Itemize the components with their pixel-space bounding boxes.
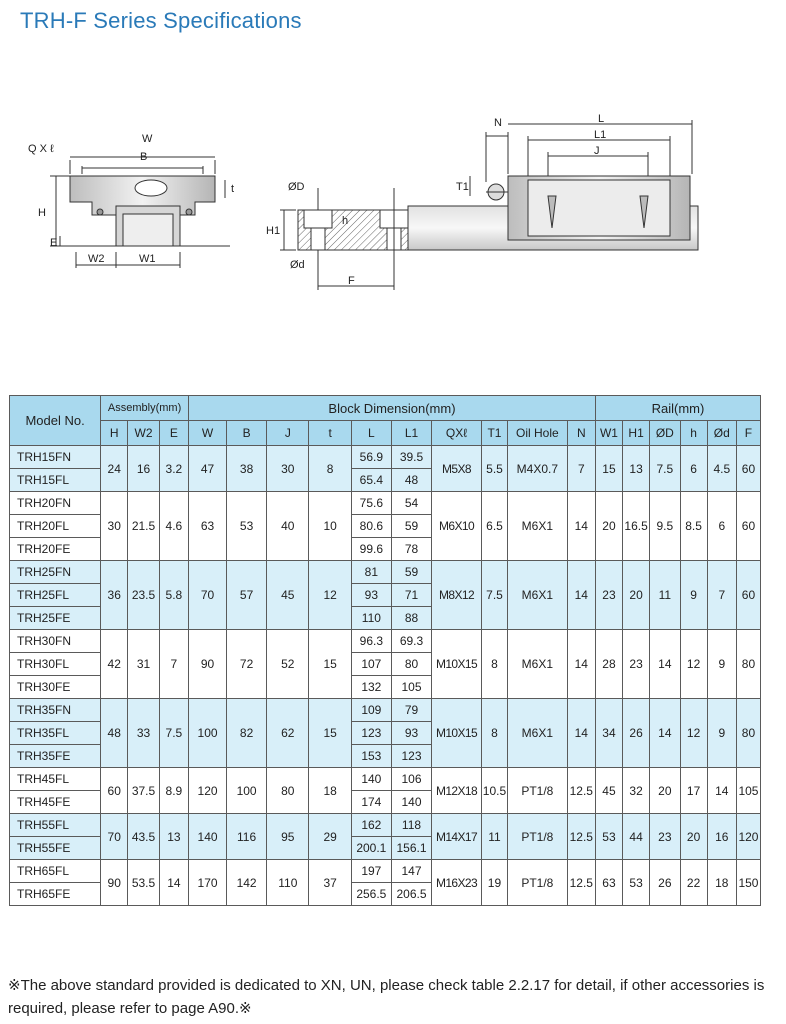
cell-d: 18 [707, 860, 736, 906]
specifications-table [9, 395, 761, 906]
model-cell: TRH35FL [10, 722, 101, 745]
cell-h: 6 [680, 446, 707, 492]
cell-E: 4.6 [159, 492, 188, 561]
cell-H1: 23 [623, 630, 650, 699]
cell-L: 140 [351, 768, 391, 791]
model-cell: TRH30FN [10, 630, 101, 653]
cell-L: 123 [351, 722, 391, 745]
cell-W1: 63 [595, 860, 622, 906]
label-d: Ød [290, 259, 305, 271]
column-header: W2 [128, 421, 159, 446]
cell-W2: 23.5 [128, 561, 159, 630]
model-cell: TRH20FE [10, 538, 101, 561]
cell-H: 48 [101, 699, 128, 768]
cell-H: 60 [101, 768, 128, 814]
cell-N: 12.5 [567, 860, 595, 906]
column-header: t [309, 421, 351, 446]
cell-t: 29 [309, 814, 351, 860]
cell-D: 11 [650, 561, 680, 630]
column-header: QXℓ [432, 421, 482, 446]
cell-H: 70 [101, 814, 128, 860]
label-W: W [142, 133, 153, 145]
label-t: t [231, 183, 235, 195]
cell-L1: 206.5 [391, 883, 431, 906]
col-group-assembly: Assembly(mm) [101, 396, 189, 421]
cell-L: 110 [351, 607, 391, 630]
table-row [10, 630, 761, 653]
model-cell: TRH20FN [10, 492, 101, 515]
cell-W1: 53 [595, 814, 622, 860]
cell-L1: 54 [391, 492, 431, 515]
cell-L: 96.3 [351, 630, 391, 653]
cell-L: 56.9 [351, 446, 391, 469]
label-W2: W2 [88, 253, 105, 265]
cell-F: 60 [736, 561, 760, 630]
cell-L1: 39.5 [391, 446, 431, 469]
model-cell: TRH25FE [10, 607, 101, 630]
table-row [10, 699, 761, 722]
block-and-rail-drawing [0, 110, 786, 300]
column-header: Oil Hole [508, 421, 568, 446]
page-title: TRH-F Series Specifications [20, 8, 302, 33]
cell-N: 12.5 [567, 814, 595, 860]
table-row [10, 768, 761, 791]
cell-W1: 20 [595, 492, 622, 561]
cell-d: 16 [707, 814, 736, 860]
cell-t: 12 [309, 561, 351, 630]
cell-d: 14 [707, 768, 736, 814]
cell-QXl: M16X23 [432, 860, 482, 906]
cell-L1: 69.3 [391, 630, 431, 653]
cell-d: 9 [707, 630, 736, 699]
cell-H1: 32 [623, 768, 650, 814]
cell-L: 81 [351, 561, 391, 584]
label-H1: H1 [266, 225, 281, 237]
cell-N: 14 [567, 699, 595, 768]
cell-L: 153 [351, 745, 391, 768]
col-group-block: Block Dimension(mm) [189, 396, 596, 421]
label-T1: T1 [456, 181, 469, 193]
cell-N: 14 [567, 630, 595, 699]
cell-W2: 16 [128, 446, 159, 492]
cell-D: 23 [650, 814, 680, 860]
cell-L: 174 [351, 791, 391, 814]
cell-QXl: M12X18 [432, 768, 482, 814]
cell-J: 110 [267, 860, 309, 906]
cell-L: 65.4 [351, 469, 391, 492]
model-cell: TRH25FL [10, 584, 101, 607]
cell-oil: M4X0.7 [508, 446, 568, 492]
table-body [10, 446, 761, 906]
model-cell: TRH30FL [10, 653, 101, 676]
column-header: T1 [481, 421, 507, 446]
cell-oil: PT1/8 [508, 860, 568, 906]
table-row [10, 860, 761, 883]
table-row [10, 561, 761, 584]
cell-F: 60 [736, 446, 760, 492]
cell-W2: 53.5 [128, 860, 159, 906]
cell-L1: 140 [391, 791, 431, 814]
cell-W2: 21.5 [128, 492, 159, 561]
cell-d: 4.5 [707, 446, 736, 492]
label-B: B [140, 151, 148, 163]
cell-J: 45 [267, 561, 309, 630]
column-header: W [189, 421, 227, 446]
cell-L1: 80 [391, 653, 431, 676]
cell-W2: 37.5 [128, 768, 159, 814]
model-cell: TRH15FN [10, 446, 101, 469]
col-group-rail: Rail(mm) [595, 396, 760, 421]
cell-d: 7 [707, 561, 736, 630]
cell-F: 60 [736, 492, 760, 561]
cell-QXl: M10X15 [432, 630, 482, 699]
cell-B: 38 [227, 446, 267, 492]
cell-W: 170 [189, 860, 227, 906]
cell-H: 24 [101, 446, 128, 492]
cell-W: 47 [189, 446, 227, 492]
cell-L: 256.5 [351, 883, 391, 906]
cell-d: 6 [707, 492, 736, 561]
cell-T1: 19 [481, 860, 507, 906]
cell-L1: 79 [391, 699, 431, 722]
cell-L: 99.6 [351, 538, 391, 561]
cell-oil: M6X1 [508, 492, 568, 561]
cell-D: 26 [650, 860, 680, 906]
cell-E: 7 [159, 630, 188, 699]
column-header: E [159, 421, 188, 446]
column-header: L1 [391, 421, 431, 446]
footnote: ※The above standard provided is dedicated to XN, UN, please check table 2.2.17 for detail, if other accessories is required, please refer to page A90.※ [8, 977, 765, 1017]
cell-h: 12 [680, 699, 707, 768]
cell-F: 150 [736, 860, 760, 906]
front-view [50, 157, 230, 268]
col-model: Model No. [10, 396, 101, 446]
cell-W1: 15 [595, 446, 622, 492]
cell-L1: 48 [391, 469, 431, 492]
cell-D: 9.5 [650, 492, 680, 561]
cell-QXl: M14X17 [432, 814, 482, 860]
model-cell: TRH15FL [10, 469, 101, 492]
label-N: N [494, 117, 502, 129]
cell-H1: 53 [623, 860, 650, 906]
cell-B: 53 [227, 492, 267, 561]
cell-E: 5.8 [159, 561, 188, 630]
cell-oil: M6X1 [508, 699, 568, 768]
cell-L: 162 [351, 814, 391, 837]
cell-D: 14 [650, 630, 680, 699]
cell-L1: 71 [391, 584, 431, 607]
cell-W: 90 [189, 630, 227, 699]
cell-E: 7.5 [159, 699, 188, 768]
cell-W: 100 [189, 699, 227, 768]
label-L1: L1 [594, 129, 607, 141]
cell-L: 132 [351, 676, 391, 699]
model-cell: TRH25FN [10, 561, 101, 584]
cell-H: 30 [101, 492, 128, 561]
cell-L: 200.1 [351, 837, 391, 860]
cell-L1: 123 [391, 745, 431, 768]
cell-B: 116 [227, 814, 267, 860]
model-cell: TRH30FE [10, 676, 101, 699]
cell-L1: 156.1 [391, 837, 431, 860]
cell-F: 120 [736, 814, 760, 860]
cell-E: 13 [159, 814, 188, 860]
cell-T1: 10.5 [481, 768, 507, 814]
cell-h: 17 [680, 768, 707, 814]
cell-H1: 26 [623, 699, 650, 768]
column-header: N [567, 421, 595, 446]
cell-L1: 118 [391, 814, 431, 837]
label-L: L [598, 113, 605, 125]
column-header: Ød [707, 421, 736, 446]
cell-oil: M6X1 [508, 561, 568, 630]
cell-H1: 16.5 [623, 492, 650, 561]
cell-J: 80 [267, 768, 309, 814]
cell-W: 120 [189, 768, 227, 814]
cell-L1: 105 [391, 676, 431, 699]
cell-W2: 33 [128, 699, 159, 768]
cell-L1: 78 [391, 538, 431, 561]
model-cell: TRH20FL [10, 515, 101, 538]
cell-L: 93 [351, 584, 391, 607]
model-cell: TRH45FL [10, 768, 101, 791]
model-cell: TRH45FE [10, 791, 101, 814]
cell-H1: 20 [623, 561, 650, 630]
cell-oil: PT1/8 [508, 814, 568, 860]
cell-D: 14 [650, 699, 680, 768]
cell-L1: 106 [391, 768, 431, 791]
cell-N: 14 [567, 561, 595, 630]
label-E: E [50, 237, 58, 249]
cell-N: 14 [567, 492, 595, 561]
cell-h: 12 [680, 630, 707, 699]
cell-B: 100 [227, 768, 267, 814]
column-header: B [227, 421, 267, 446]
label-QXl: Q X ℓ [28, 143, 54, 155]
column-header-row [10, 421, 761, 446]
cell-T1: 6.5 [481, 492, 507, 561]
cell-QXl: M10X15 [432, 699, 482, 768]
column-header: W1 [595, 421, 622, 446]
cell-h: 9 [680, 561, 707, 630]
column-header: F [736, 421, 760, 446]
cell-W1: 23 [595, 561, 622, 630]
cell-W: 63 [189, 492, 227, 561]
label-h: h [342, 215, 349, 227]
cell-L1: 147 [391, 860, 431, 883]
cell-B: 82 [227, 699, 267, 768]
cell-t: 8 [309, 446, 351, 492]
cell-L1: 59 [391, 515, 431, 538]
cell-F: 80 [736, 699, 760, 768]
label-F: F [348, 275, 355, 287]
cell-H: 90 [101, 860, 128, 906]
cell-E: 3.2 [159, 446, 188, 492]
model-cell: TRH65FL [10, 860, 101, 883]
cell-F: 80 [736, 630, 760, 699]
cell-W: 70 [189, 561, 227, 630]
cell-t: 15 [309, 630, 351, 699]
cell-t: 15 [309, 699, 351, 768]
cell-L: 80.6 [351, 515, 391, 538]
cell-J: 40 [267, 492, 309, 561]
model-cell: TRH35FE [10, 745, 101, 768]
cell-D: 20 [650, 768, 680, 814]
cell-T1: 7.5 [481, 561, 507, 630]
cell-J: 52 [267, 630, 309, 699]
cell-L: 107 [351, 653, 391, 676]
cell-D: 7.5 [650, 446, 680, 492]
table-row [10, 814, 761, 837]
cell-H1: 44 [623, 814, 650, 860]
cell-L1: 88 [391, 607, 431, 630]
cell-N: 7 [567, 446, 595, 492]
model-cell: TRH55FL [10, 814, 101, 837]
cell-J: 30 [267, 446, 309, 492]
column-header: h [680, 421, 707, 446]
cell-W: 140 [189, 814, 227, 860]
cell-H: 36 [101, 561, 128, 630]
cell-H1: 13 [623, 446, 650, 492]
cell-QXl: M6X10 [432, 492, 482, 561]
model-cell: TRH65FE [10, 883, 101, 906]
table-row [10, 446, 761, 469]
cell-T1: 8 [481, 699, 507, 768]
table-row [10, 492, 761, 515]
cell-W2: 43.5 [128, 814, 159, 860]
cell-L: 109 [351, 699, 391, 722]
cell-t: 18 [309, 768, 351, 814]
cell-QXl: M8X12 [432, 561, 482, 630]
cell-B: 142 [227, 860, 267, 906]
cell-L: 75.6 [351, 492, 391, 515]
cell-W1: 45 [595, 768, 622, 814]
column-header: J [267, 421, 309, 446]
cell-t: 37 [309, 860, 351, 906]
label-D: ØD [288, 181, 305, 193]
cell-QXl: M5X8 [432, 446, 482, 492]
cell-B: 57 [227, 561, 267, 630]
cell-h: 22 [680, 860, 707, 906]
cell-E: 8.9 [159, 768, 188, 814]
cell-t: 10 [309, 492, 351, 561]
label-J: J [594, 145, 600, 157]
cell-oil: M6X1 [508, 630, 568, 699]
cell-N: 12.5 [567, 768, 595, 814]
cell-W1: 28 [595, 630, 622, 699]
cell-W2: 31 [128, 630, 159, 699]
cell-B: 72 [227, 630, 267, 699]
cell-oil: PT1/8 [508, 768, 568, 814]
cell-L1: 93 [391, 722, 431, 745]
column-header: ØD [650, 421, 680, 446]
model-cell: TRH35FN [10, 699, 101, 722]
cell-d: 9 [707, 699, 736, 768]
cell-h: 8.5 [680, 492, 707, 561]
cell-H: 42 [101, 630, 128, 699]
cell-T1: 5.5 [481, 446, 507, 492]
cell-J: 62 [267, 699, 309, 768]
cell-T1: 11 [481, 814, 507, 860]
column-header: H [101, 421, 128, 446]
cell-T1: 8 [481, 630, 507, 699]
model-cell: TRH55FE [10, 837, 101, 860]
column-header: H1 [623, 421, 650, 446]
cell-J: 95 [267, 814, 309, 860]
label-W1: W1 [139, 253, 156, 265]
cell-L1: 59 [391, 561, 431, 584]
cell-L: 197 [351, 860, 391, 883]
cell-h: 20 [680, 814, 707, 860]
cell-F: 105 [736, 768, 760, 814]
column-header: L [351, 421, 391, 446]
label-H: H [38, 207, 46, 219]
cell-W1: 34 [595, 699, 622, 768]
cell-E: 14 [159, 860, 188, 906]
